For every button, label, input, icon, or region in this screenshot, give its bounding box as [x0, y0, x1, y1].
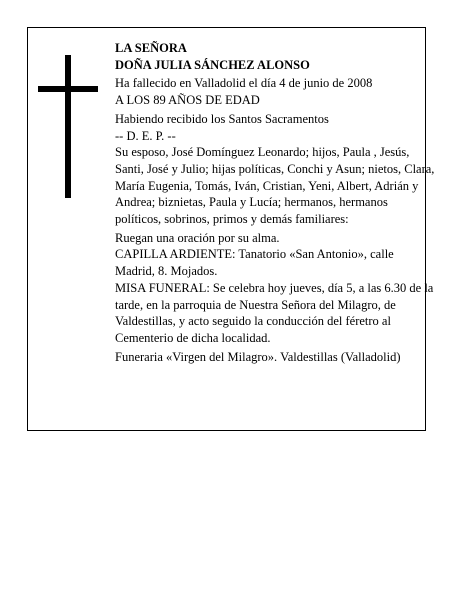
heading: LA SEÑORA [115, 41, 187, 55]
funeral-home-line: Funeraria «Virgen del Milagro». Valdestillas (Valladolid) [115, 349, 401, 364]
mass-paragraph: MISA FUNERAL: Se celebra hoy jueves, día 5, a las 6.30 de la tarde, en la parroquia de Nuestra Señora del Milagro, de Valdestillas, y acto seguido la conducción del féretro al Cementerio de dicha localidad. [115, 280, 434, 345]
chapel-paragraph: CAPILLA ARDIENTE: Tanatorio «San Antonio», calle Madrid, 8. Mojados. [115, 247, 394, 279]
age-statement: A LOS 89 AÑOS DE EDAD [115, 93, 260, 108]
prayer-line: Ruegan una oración por su alma. [115, 230, 280, 245]
rip-line: -- D. E. P. -- [115, 128, 176, 143]
cross-vertical-bar [65, 55, 71, 198]
death-statement: Ha fallecido en Valladolid el día 4 de junio de 2008 [115, 76, 373, 91]
cross-icon [38, 55, 98, 198]
cross-horizontal-bar [38, 86, 98, 92]
obituary-text [115, 40, 435, 365]
sacraments-statement: Habiendo recibido los Santos Sacramentos [115, 111, 329, 126]
obituary-notice [27, 27, 435, 431]
deceased-name: DOÑA JULIA SÁNCHEZ ALONSO [115, 57, 310, 72]
family-paragraph: Su esposo, José Domínguez Leonardo; hijos, Paula , Jesús, Santi, José y Julio; hijas políticas, Conchi y Asun; nietos, Clara, María Eugenia, Tomás, Iván, Cristian, Yeni, Albert, Adrián y Andrea; biznietas, Paula y Lucía; hermanos, hermanos políticos, sobrinos, primos y demás familiares: [115, 145, 435, 227]
